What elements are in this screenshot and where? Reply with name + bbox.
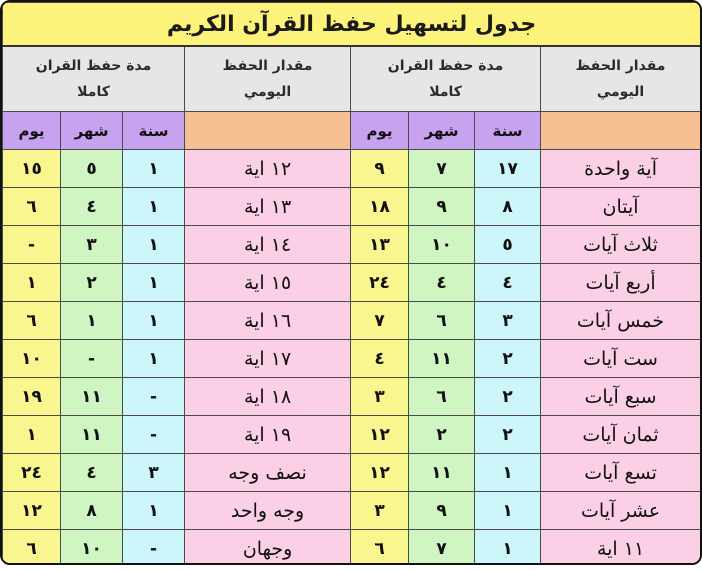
daily-amount-cell: آية واحدة <box>541 150 701 188</box>
days-cell: ١٣ <box>351 226 409 264</box>
days-cell: ٢٤ <box>3 454 61 492</box>
days-cell: ١٢ <box>351 416 409 454</box>
years-cell: ٨ <box>475 188 541 226</box>
months-cell: ٤ <box>61 188 123 226</box>
day-header: يوم <box>3 112 61 150</box>
daily-amount-cell: عشر آيات <box>541 492 701 530</box>
days-cell: ٧ <box>351 302 409 340</box>
years-cell: ٢ <box>475 340 541 378</box>
months-cell: ٣ <box>61 226 123 264</box>
year-header: سنة <box>123 112 185 150</box>
daily-amount-cell: ١٦ اية <box>185 302 351 340</box>
years-cell: - <box>123 416 185 454</box>
header-daily-amount-line2: اليومي <box>243 84 292 100</box>
table-row <box>3 492 701 530</box>
months-cell: ٨ <box>61 492 123 530</box>
years-cell: ٥ <box>475 226 541 264</box>
years-cell: - <box>123 378 185 416</box>
days-cell: ٩ <box>351 150 409 188</box>
years-cell: ٣ <box>475 302 541 340</box>
months-cell: ٥ <box>61 150 123 188</box>
table-row <box>3 302 701 340</box>
header-daily-amount-right <box>541 46 701 112</box>
label-header-blank <box>185 112 351 150</box>
memorization-table <box>2 2 701 565</box>
days-cell: ٦ <box>3 188 61 226</box>
years-cell: - <box>123 530 185 566</box>
days-cell: ١٢ <box>3 492 61 530</box>
daily-amount-cell: ١٨ اية <box>185 378 351 416</box>
months-cell: ١١ <box>409 454 475 492</box>
header-full-duration-line2: كاملا <box>77 84 110 100</box>
daily-amount-cell: آيتان <box>541 188 701 226</box>
months-cell: ٢ <box>409 416 475 454</box>
months-cell: ١١ <box>61 378 123 416</box>
months-cell: ٤ <box>61 454 123 492</box>
daily-amount-cell: وجه واحد <box>185 492 351 530</box>
month-header: شهر <box>61 112 123 150</box>
years-cell: ١ <box>123 264 185 302</box>
daily-amount-cell: ١٧ اية <box>185 340 351 378</box>
header-full-duration-right <box>351 46 541 112</box>
days-cell: ٦ <box>351 530 409 566</box>
year-header: سنة <box>475 112 541 150</box>
daily-amount-cell: ١٤ اية <box>185 226 351 264</box>
header-daily-amount-line2: اليومي <box>596 84 645 100</box>
daily-amount-cell: ست آيات <box>541 340 701 378</box>
days-cell: ١ <box>3 416 61 454</box>
header-daily-amount-line1: مقدار الحفظ <box>575 58 666 74</box>
table-row <box>3 150 701 188</box>
daily-amount-cell: ١١ اية <box>541 530 701 566</box>
months-cell: ١ <box>61 302 123 340</box>
months-cell: ٦ <box>409 302 475 340</box>
years-cell: ٢ <box>475 378 541 416</box>
years-cell: ١ <box>123 340 185 378</box>
years-cell: ١٧ <box>475 150 541 188</box>
days-cell: ١٥ <box>3 150 61 188</box>
days-cell: ١ <box>3 264 61 302</box>
days-cell: ١٢ <box>351 454 409 492</box>
months-cell: ١٠ <box>409 226 475 264</box>
months-cell: ١١ <box>409 340 475 378</box>
daily-amount-cell: أربع آيات <box>541 264 701 302</box>
daily-amount-cell: نصف وجه <box>185 454 351 492</box>
table-row <box>3 416 701 454</box>
month-header: شهر <box>409 112 475 150</box>
daily-amount-cell: ١٥ اية <box>185 264 351 302</box>
years-cell: ١ <box>123 188 185 226</box>
years-cell: ١ <box>475 492 541 530</box>
months-cell: ١٠ <box>61 530 123 566</box>
table-row <box>3 226 701 264</box>
years-cell: ١ <box>123 150 185 188</box>
daily-amount-cell: خمس آيات <box>541 302 701 340</box>
table-row <box>3 188 701 226</box>
months-cell: ١١ <box>61 416 123 454</box>
days-cell: ٢٤ <box>351 264 409 302</box>
years-cell: ١ <box>123 302 185 340</box>
months-cell: ٦ <box>409 378 475 416</box>
daily-amount-cell: ثمان آيات <box>541 416 701 454</box>
table-row <box>3 530 701 566</box>
months-cell: ٩ <box>409 492 475 530</box>
days-cell: ١٨ <box>351 188 409 226</box>
years-cell: ١ <box>123 226 185 264</box>
table-title: جدول لتسهيل حفظ القرآن الكريم <box>3 3 701 47</box>
days-cell: ٦ <box>3 302 61 340</box>
table-row <box>3 340 701 378</box>
days-cell: ٤ <box>351 340 409 378</box>
days-cell: ٣ <box>351 492 409 530</box>
years-cell: ١ <box>475 530 541 566</box>
years-cell: ٢ <box>475 416 541 454</box>
months-cell: - <box>61 340 123 378</box>
days-cell: ١٠ <box>3 340 61 378</box>
years-cell: ١ <box>123 492 185 530</box>
daily-amount-cell: سبع آيات <box>541 378 701 416</box>
daily-amount-cell: ١٣ اية <box>185 188 351 226</box>
daily-amount-cell: ثلاث آيات <box>541 226 701 264</box>
daily-amount-cell: ١٩ اية <box>185 416 351 454</box>
header-daily-amount-line1: مقدار الحفظ <box>222 58 313 74</box>
months-cell: ٧ <box>409 150 475 188</box>
table-body <box>3 150 701 566</box>
day-header: يوم <box>351 112 409 150</box>
days-cell: ٦ <box>3 530 61 566</box>
years-cell: ٤ <box>475 264 541 302</box>
header-daily-amount-left <box>185 46 351 112</box>
daily-amount-cell: وجهان <box>185 530 351 566</box>
label-header-blank <box>541 112 701 150</box>
days-cell: - <box>3 226 61 264</box>
table-row <box>3 454 701 492</box>
header-full-duration-line1: مدة حفظ القران <box>35 58 152 74</box>
months-cell: ٤ <box>409 264 475 302</box>
days-cell: ١٩ <box>3 378 61 416</box>
header-full-duration-line1: مدة حفظ القران <box>387 58 504 74</box>
daily-amount-cell: تسع آيات <box>541 454 701 492</box>
table-row <box>3 264 701 302</box>
months-cell: ٩ <box>409 188 475 226</box>
months-cell: ٧ <box>409 530 475 566</box>
table-row <box>3 378 701 416</box>
days-cell: ٣ <box>351 378 409 416</box>
years-cell: ٣ <box>123 454 185 492</box>
header-full-duration-line2: كاملا <box>429 84 462 100</box>
daily-amount-cell: ١٢ اية <box>185 150 351 188</box>
header-full-duration-left <box>3 46 185 112</box>
years-cell: ١ <box>475 454 541 492</box>
months-cell: ٢ <box>61 264 123 302</box>
